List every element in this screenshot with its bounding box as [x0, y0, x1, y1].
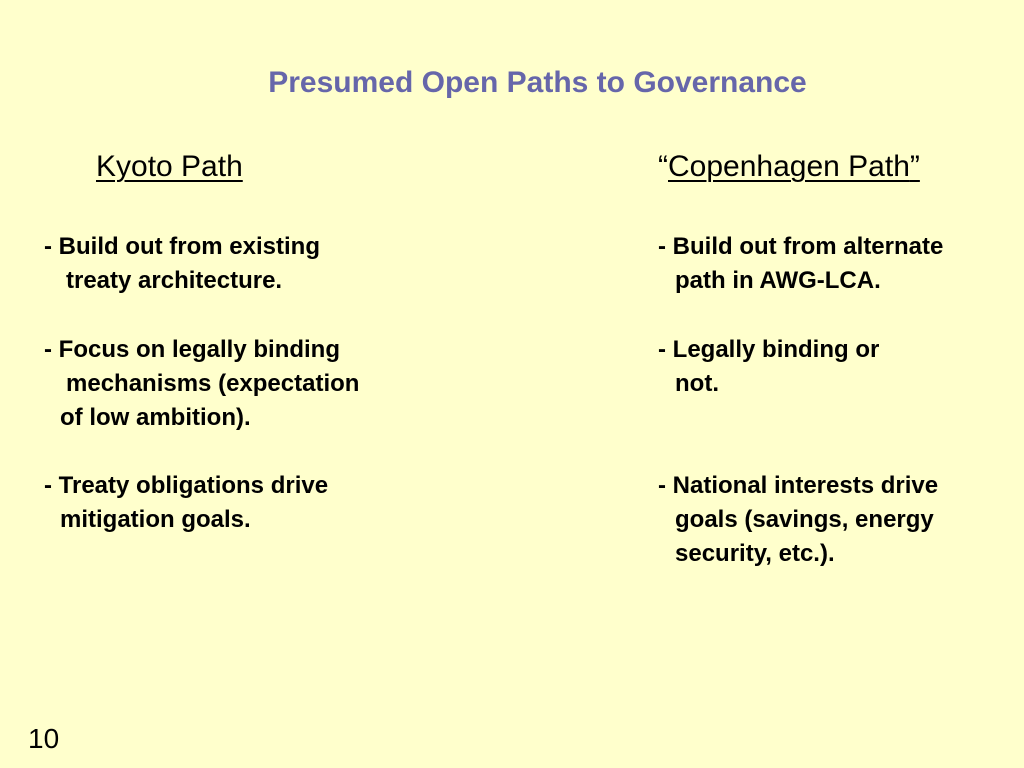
kyoto-bullet-3-line-1: - Treaty obligations drive: [44, 472, 329, 499]
kyoto-bullet-1-line-2: treaty architecture.: [66, 267, 283, 294]
copenhagen-open-quote: “: [658, 150, 668, 183]
page-number: 10: [28, 723, 60, 754]
kyoto-path-heading: [96, 150, 243, 184]
copenhagen-bullet-1-line-2: path in AWG-LCA.: [675, 267, 881, 294]
copenhagen-close-quote: ”: [909, 150, 920, 183]
kyoto-bullet-2-line-2: mechanisms (expectation: [66, 370, 360, 397]
copenhagen-path-heading-text: Copenhagen Path: [668, 150, 910, 183]
kyoto-bullet-2-line-1: - Focus on legally binding: [44, 336, 341, 363]
copenhagen-bullet-3-line-3: security, etc.).: [675, 540, 835, 567]
copenhagen-bullet-2-line-2: not.: [675, 370, 719, 397]
kyoto-bullet-3-line-2: mitigation goals.: [60, 506, 251, 533]
kyoto-bullet-1-line-1: - Build out from existing: [44, 233, 320, 260]
copenhagen-path-heading: [658, 150, 920, 184]
kyoto-bullet-2-line-3: of low ambition).: [60, 404, 251, 431]
copenhagen-bullet-3-line-2: goals (savings, energy: [675, 506, 934, 533]
copenhagen-bullet-3-line-1: - National interests drive: [658, 472, 939, 499]
copenhagen-bullet-2-line-1: - Legally binding or: [658, 336, 880, 363]
slide-title: Presumed Open Paths to Governance: [268, 66, 807, 99]
kyoto-path-heading-text: Kyoto Path: [96, 150, 243, 183]
copenhagen-bullet-1-line-1: - Build out from alternate: [658, 233, 944, 260]
